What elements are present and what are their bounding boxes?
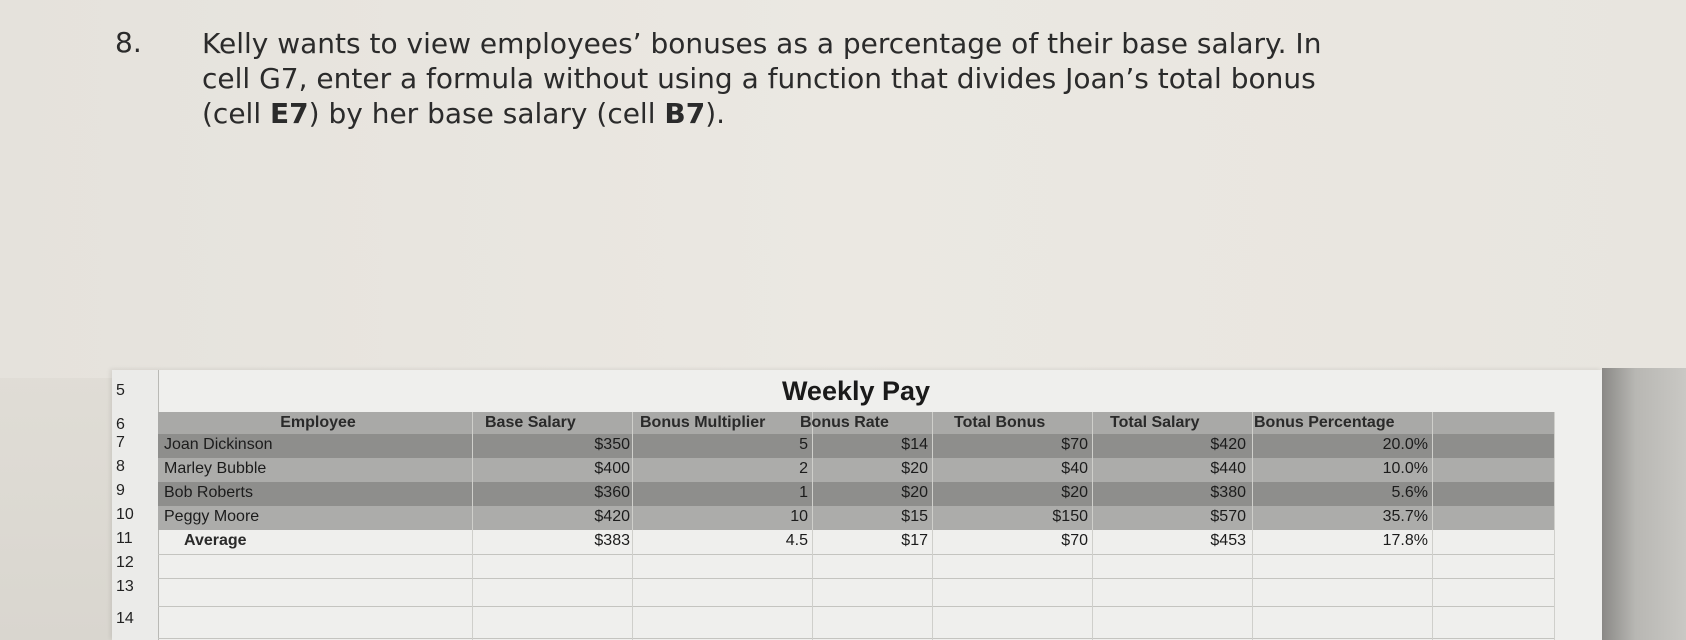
cell-total-salary: $440 (1210, 460, 1246, 477)
cell-base-salary: $360 (594, 484, 630, 501)
cell-employee: Peggy Moore (164, 508, 260, 525)
grid-line (932, 412, 933, 640)
cell-bonus-multiplier: 10 (790, 508, 808, 525)
question-line-3-post: ). (705, 97, 726, 130)
row-number: 12 (116, 554, 134, 571)
cell-total-salary: $380 (1210, 484, 1246, 501)
row-number: 13 (116, 578, 134, 595)
header-total-salary: Total Salary (1110, 414, 1200, 431)
cell-bonus-rate: $15 (901, 508, 928, 525)
cell-employee: Marley Bubble (164, 460, 267, 477)
cell-bonus-rate: $20 (901, 460, 928, 477)
cell-total-salary: $420 (1210, 436, 1246, 453)
cell-ref-e7: E7 (270, 97, 309, 130)
grid-line (158, 638, 1554, 639)
row-number: 6 (116, 416, 125, 433)
question-line-2: cell G7, enter a formula without using a function that divides Joan’s total bonus (202, 62, 1316, 95)
grid-line (1554, 412, 1555, 640)
cell-total-bonus: $20 (1061, 484, 1088, 501)
cell-bonus-multiplier: 2 (799, 460, 808, 477)
header-employee: Employee (280, 414, 356, 431)
header-bonus-multiplier: Bonus Multiplier (640, 414, 766, 431)
question-number: 8. (115, 26, 142, 59)
grid-line (1092, 412, 1093, 640)
grid-line (1252, 412, 1253, 640)
header-bonus-rate: Bonus Rate (800, 414, 889, 431)
cell-total-bonus: $70 (1061, 436, 1088, 453)
cell-average-bonus-percentage: 17.8% (1382, 532, 1428, 549)
cell-average-bonus-rate: $17 (901, 532, 928, 549)
cell-average-multiplier: 4.5 (785, 532, 808, 549)
cell-bonus-rate: $14 (901, 436, 928, 453)
grid-line (472, 412, 473, 640)
sheet-title: Weekly Pay (781, 376, 931, 406)
cell-base-salary: $400 (594, 460, 630, 477)
row-number: 11 (116, 530, 133, 547)
cell-average-total-bonus: $70 (1061, 532, 1088, 549)
cell-total-bonus: $150 (1052, 508, 1088, 525)
grid-line (158, 554, 1554, 555)
spreadsheet-screenshot (112, 370, 1602, 640)
cell-bonus-percentage: 10.0% (1382, 460, 1428, 477)
cell-bonus-percentage: 20.0% (1382, 436, 1428, 453)
cell-average-label: Average (184, 532, 247, 549)
cell-average-total-salary: $453 (1210, 532, 1246, 549)
grid-line (632, 412, 633, 640)
question-line-3 (202, 96, 1632, 131)
row-number: 10 (116, 506, 134, 523)
row-number: 9 (116, 482, 125, 499)
row-header-column (112, 370, 159, 640)
cell-bonus-rate: $20 (901, 484, 928, 501)
row-number: 14 (116, 610, 134, 627)
header-bonus-percentage: Bonus Percentage (1254, 414, 1395, 431)
cell-ref-b7: B7 (664, 97, 706, 130)
grid-line (158, 578, 1554, 579)
cell-employee: Joan Dickinson (164, 436, 273, 453)
cell-total-salary: $570 (1210, 508, 1246, 525)
grid-line (158, 606, 1554, 607)
cell-base-salary: $350 (594, 436, 630, 453)
cell-average-base-salary: $383 (594, 532, 630, 549)
cell-bonus-multiplier: 5 (799, 436, 808, 453)
photo-edge-shadow (1602, 368, 1686, 640)
cell-bonus-multiplier: 1 (799, 484, 808, 501)
cell-bonus-percentage: 35.7% (1382, 508, 1428, 525)
cell-total-bonus: $40 (1061, 460, 1088, 477)
header-total-bonus: Total Bonus (954, 414, 1046, 431)
cell-employee: Bob Roberts (164, 484, 253, 501)
row-number: 5 (116, 382, 125, 399)
question-line-1: Kelly wants to view employees’ bonuses as a percentage of their base salary. In (202, 27, 1322, 60)
row-number: 8 (116, 458, 125, 475)
grid-line (1432, 412, 1433, 640)
cell-bonus-percentage: 5.6% (1391, 484, 1428, 501)
question-line-3-mid: ) by her base salary (cell (308, 97, 665, 130)
question-text (202, 26, 1632, 131)
header-base-salary: Base Salary (485, 414, 576, 431)
question-line-3-pre: (cell (202, 97, 271, 130)
cell-base-salary: $420 (594, 508, 630, 525)
row-number: 7 (116, 434, 125, 451)
